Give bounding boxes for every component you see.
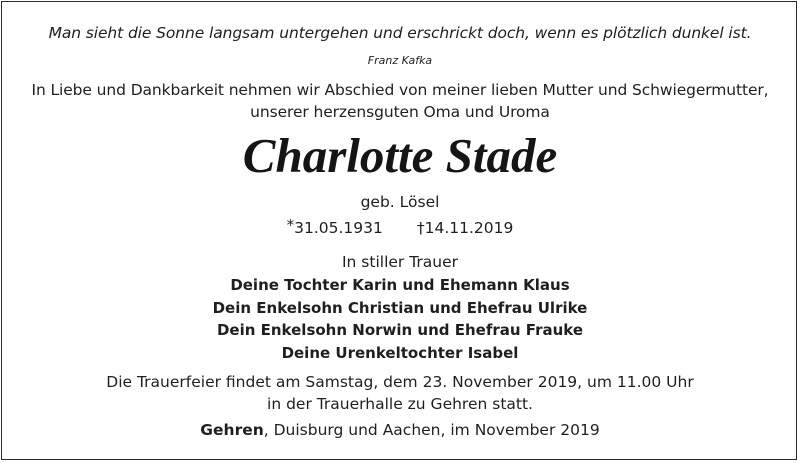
place-and-date <box>0 421 800 439</box>
death-date: 14.11.2019 <box>424 219 514 237</box>
intro-line-2: unserer herzensguten Oma und Uroma <box>250 103 550 121</box>
quote-author: Franz Kafka <box>367 54 433 67</box>
intro-line-1: In Liebe und Dankbarkeit nehmen wir Abschied von meiner lieben Mutter und Schwiegermutter, <box>31 81 769 99</box>
mourner-name: Dein Enkelsohn Christian und Ehefrau Ulrike <box>212 299 588 317</box>
birth-date: 31.05.1931 <box>294 219 383 237</box>
mourner-name: Dein Enkelsohn Norwin und Ehefrau Frauke <box>216 321 584 339</box>
kafka-quote: Man sieht die Sonne langsam untergehen und erschrickt doch, wenn es plötzlich dunkel ist. <box>48 24 752 42</box>
service-info-line-2: in der Trauerhalle zu Gehren statt. <box>267 395 533 413</box>
place-rest: , Duisburg und Aachen, im November 2019 <box>263 421 600 439</box>
death-cross-icon: † <box>416 219 425 237</box>
place-primary: Gehren <box>200 421 264 439</box>
mourning-heading: In stiller Trauer <box>341 253 459 271</box>
service-info-line-1: Die Trauerfeier findet am Samstag, dem 23. November 2019, um 11.00 Uhr <box>106 373 694 391</box>
deceased-name: Charlotte Stade <box>242 128 558 183</box>
birth-star-icon: * <box>286 216 295 234</box>
mourner-name: Deine Tochter Karin und Ehemann Klaus <box>230 276 570 294</box>
mourner-name: Deine Urenkeltochter Isabel <box>281 344 519 362</box>
birth-name: geb. Lösel <box>360 193 440 211</box>
life-dates <box>0 216 800 237</box>
